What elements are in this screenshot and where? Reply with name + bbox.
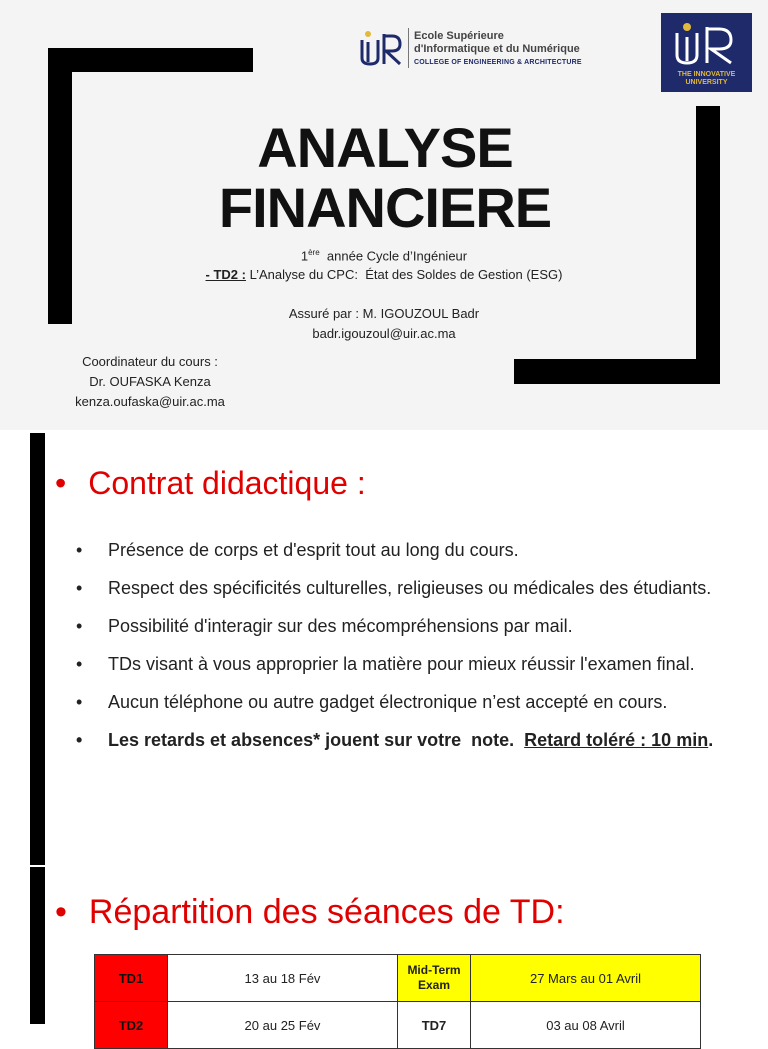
schedule-slide <box>0 867 768 1033</box>
year-superscript: ère <box>308 248 320 257</box>
list-item-text: TDs visant à vous approprier la matière pour mieux réussir l'examen final. <box>108 654 695 674</box>
table-cell: Mid-Term Exam <box>398 955 471 1002</box>
list-item <box>76 607 736 645</box>
frame-bracket-top-left <box>48 48 253 72</box>
slide-title <box>150 118 620 238</box>
table-cell: TD7 <box>398 1002 471 1049</box>
table-row <box>95 955 701 1002</box>
bullet-dot-icon: • <box>76 616 83 636</box>
school-logo-text <box>414 30 582 69</box>
bullet-dot-icon: • <box>76 730 83 750</box>
list-item-text: Aucun téléphone ou autre gadget électronique n’est accepté en cours. <box>108 692 668 712</box>
bullet-dot-icon: • <box>76 654 83 674</box>
list-item-text: Respect des spécificités culturelles, religieuses ou médicales des étudiants. <box>108 578 712 598</box>
instructor-email: badr.igouzoul@uir.ac.ma <box>312 326 456 341</box>
frame-bracket-top-left-vertical <box>48 48 72 324</box>
coordinator-label: Coordinateur du cours : <box>82 354 218 369</box>
list-item-text: Présence de corps et d'esprit tout au long du cours. <box>108 540 519 560</box>
frame-bracket-bottom-right <box>514 359 720 384</box>
td-subtitle <box>0 267 768 282</box>
uir-badge-icon <box>671 19 742 69</box>
td-topic: L’Analyse du CPC: État des Soldes de Gestion (ESG) <box>245 267 563 282</box>
accent-bar <box>30 867 45 1024</box>
schedule-heading <box>55 893 565 932</box>
school-name-line3: COLLEGE OF ENGINEERING & ARCHITECTURE <box>414 59 582 66</box>
list-item <box>76 645 736 683</box>
bullet-dot-icon: • <box>55 465 67 501</box>
coordinator-name: Dr. OUFASKA Kenza <box>89 374 211 389</box>
list-item <box>76 721 736 759</box>
title-line2: FINANCIERE <box>218 176 552 239</box>
list-item-end: . <box>708 730 714 750</box>
university-badge <box>661 13 752 92</box>
university-tagline <box>661 71 752 87</box>
contract-list <box>76 531 736 759</box>
bullet-dot-icon: • <box>76 692 83 712</box>
list-item <box>76 531 736 569</box>
school-logo <box>358 24 608 72</box>
title-line1: ANALYSE <box>257 116 513 179</box>
uir-logo-icon <box>358 28 404 68</box>
list-item <box>76 683 736 721</box>
table-cell: 03 au 08 Avril <box>471 1002 701 1049</box>
tagline-line2: UNIVERSITY <box>685 79 728 86</box>
title-slide <box>0 0 768 430</box>
schedule-heading-text: Répartition des séances de TD: <box>88 893 565 931</box>
contract-heading-text: Contrat didactique : <box>88 465 366 501</box>
year-number: 1 <box>300 248 309 264</box>
frame-bracket-bottom-right-vertical <box>696 106 720 384</box>
schedule-table <box>94 954 701 1049</box>
table-cell: TD1 <box>95 955 168 1002</box>
course-coordinator <box>30 352 270 412</box>
table-row <box>95 1002 701 1049</box>
bullet-dot-icon: • <box>76 540 83 560</box>
program-year <box>0 248 768 263</box>
tagline-line1: THE INNOVATIVE <box>677 71 736 78</box>
list-item <box>76 569 736 607</box>
table-cell: 27 Mars au 01 Avril <box>471 955 701 1002</box>
table-cell: 20 au 25 Fév <box>168 1002 398 1049</box>
list-item-text: Les retards et absences* jouent sur votre note. <box>108 730 525 750</box>
logo-divider <box>408 28 409 68</box>
bullet-dot-icon: • <box>55 893 67 931</box>
contract-heading <box>55 465 366 502</box>
coordinator-email: kenza.oufaska@uir.ac.ma <box>75 394 225 409</box>
school-name-line2: d'Informatique et du Numérique <box>414 43 580 55</box>
td-number: - TD2 : <box>205 267 246 282</box>
accent-bar <box>30 433 45 865</box>
year-text: année Cycle d’Ingénieur <box>319 248 468 264</box>
contract-slide <box>0 433 768 865</box>
table-cell: TD2 <box>95 1002 168 1049</box>
bullet-dot-icon: • <box>76 578 83 598</box>
school-name-line1: Ecole Supérieure <box>414 30 504 42</box>
instructor-name: Assuré par : M. IGOUZOUL Badr <box>288 306 480 321</box>
list-item-text: Possibilité d'interagir sur des mécompréhensions par mail. <box>108 616 573 636</box>
late-policy: Retard toléré : 10 min <box>524 730 709 750</box>
table-cell: 13 au 18 Fév <box>168 955 398 1002</box>
